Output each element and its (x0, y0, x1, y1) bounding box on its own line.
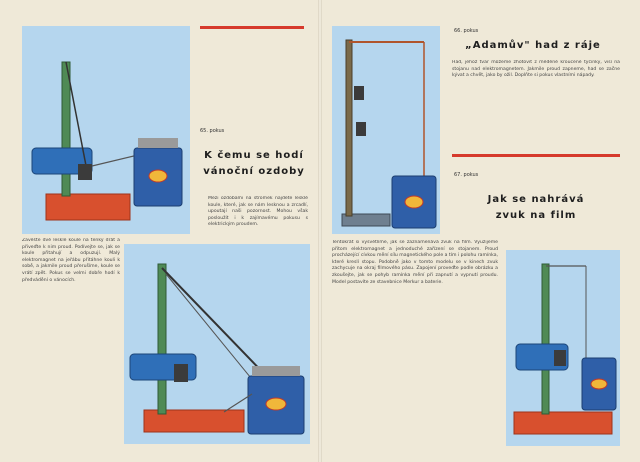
experiment-67-title-line2: zvuk na film (495, 210, 577, 221)
red-divider-right (452, 154, 620, 157)
illustration-snake-stand (332, 26, 440, 234)
experiment-66-number: 66. pokus (454, 28, 479, 34)
experiment-67-title-line1: Jak se nahrává (487, 194, 585, 205)
experiment-66-title: „Adamův" had z ráje (465, 40, 601, 51)
experiment-67-text: Tentokrát si vysvětlíme, jak se zaznamenává zvuk na film. Využijeme přitom elektromagnet a jednoduché zařízení se stojanem. Proud procházející cívkou mění sílu magnetického pole a tím i polohu ramínka, které kreslí stopu. Podobně jako v tomto modelu se v kinech zvuk zachycuje na okraj filmového pásu. Zapojení proveďte podle obrázku a zkoušejte, jak se pohyb ramínka mění při zapnutí a vypnutí proudu. Model postavíte ze stavebnice Merkur a baterie. (332, 240, 498, 285)
experiment-65-text-bottom: Zavěšte dvě lesklé koule na tenký drát a přiveďte k nim proud. Podívejte se, jak se koule přitahují a odpuzují. Malý elektromagnet na jeřábu přitáhne kouli k sobě, a jakmile proud přerušíme, koule se vrátí zpět. Pokus se velmi dobře hodí k předvádění o vánocích. (22, 238, 120, 283)
experiment-65-title-line2: vánoční ozdoby (203, 166, 305, 177)
experiment-65-title-line1: K čemu se hodí (204, 150, 304, 161)
experiment-66-text: Had, jehož tvar můžeme zhotovit z měděné kroucené tyčinky, visí na stojanu nad elektromagnetem. Jakmile proud zapneme, had se začne kývat a chvět, jako by ožil. Doplňte si pokus vlastními nápady. (452, 60, 620, 79)
experiment-65-text-top: Mezi ozdobami na stromek najdete lesklé koule, které, jak se nám lesknou a zrcadlí, upoutají naši pozornost. Mohou však posloužit i k zajímavému pokusu s elektrickým proudem. (208, 196, 308, 228)
red-divider-top-left (200, 26, 304, 29)
experiment-67-number: 67. pokus (454, 172, 479, 178)
experiment-65-number: 65. pokus (200, 128, 225, 134)
page-spine (318, 0, 322, 462)
illustration-crane-battery-top (22, 26, 190, 234)
illustration-film-sound-stand (506, 250, 620, 446)
illustration-crane-battery-bottom (124, 244, 310, 444)
